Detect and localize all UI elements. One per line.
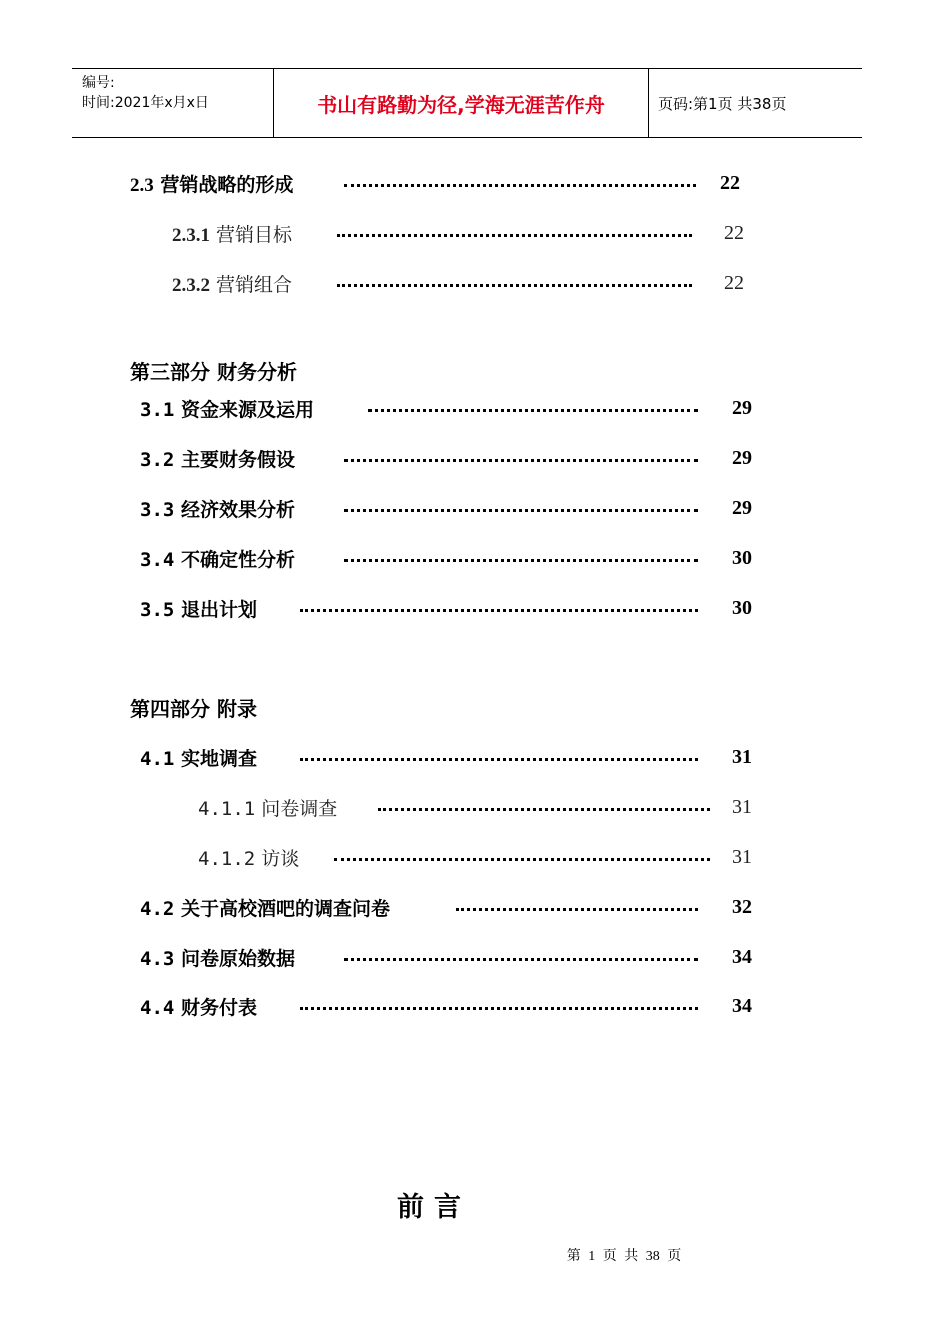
toc-entry-page: 22 [724, 222, 744, 244]
toc-entry-title: 经济效果分析 [180, 498, 295, 521]
toc-leader-dots [368, 409, 698, 412]
toc-entry-number: 3.2 [140, 448, 175, 471]
toc-entry-title: 主要财务假设 [180, 448, 295, 471]
toc-entry-page: 31 [732, 746, 752, 768]
toc-leader-dots [300, 1007, 698, 1010]
toc-leader-dots [378, 808, 710, 811]
toc-entry-title: 实地调查 [180, 747, 257, 770]
toc-entry-page: 31 [732, 796, 752, 818]
toc-leader-dots [344, 958, 698, 961]
toc-entry-page: 29 [732, 397, 752, 419]
toc-entry-number: 4.1.1 [198, 797, 256, 820]
toc-entry-number: 3.5 [140, 598, 175, 621]
toc-leader-dots [344, 184, 696, 187]
toc-entry-page: 30 [732, 597, 752, 619]
toc-leader-dots [456, 908, 698, 911]
toc-entry-title: 问卷原始数据 [180, 947, 295, 970]
toc-entry[interactable] [140, 493, 780, 523]
toc-entry-page: 34 [732, 995, 752, 1017]
foreword-heading: 前言 [397, 1192, 471, 1223]
toc-entry-page: 29 [732, 447, 752, 469]
toc-entry[interactable] [172, 268, 772, 298]
header-divider [648, 69, 649, 137]
toc-entry-page: 29 [732, 497, 752, 519]
toc-entry-title: 退出计划 [180, 598, 257, 621]
toc-entry-number: 4.1.2 [198, 847, 256, 870]
toc-leader-dots [344, 509, 698, 512]
page-footer: 第 1 页 共 38 页 [566, 1249, 682, 1264]
toc-entry-page: 32 [732, 896, 752, 918]
header-page-info: 页码:第1页 共38页 [658, 94, 787, 113]
toc-entry-title: 不确定性分析 [180, 548, 295, 571]
toc-entry[interactable] [130, 168, 770, 198]
part3-heading: 第三部分 财务分析 [130, 360, 297, 384]
toc-entry-number: 4.4 [140, 996, 175, 1019]
toc-entry-page: 34 [732, 946, 752, 968]
toc-leader-dots [300, 609, 698, 612]
toc-entry-number: 4.2 [140, 897, 175, 920]
part4-heading: 第四部分 附录 [130, 697, 257, 721]
toc-leader-dots [300, 758, 698, 761]
toc-leader-dots [344, 459, 698, 462]
toc-entry-title: 问卷调查 [261, 797, 338, 820]
toc-entry-title: 财务付表 [180, 996, 257, 1019]
toc-entry[interactable] [140, 892, 780, 922]
toc-entry-number: 4.3 [140, 947, 175, 970]
time-label: 时间:2021年x月x日 [82, 95, 209, 111]
toc-entry[interactable] [140, 443, 780, 473]
toc-entry-page: 22 [720, 172, 740, 194]
toc-entry-title: 资金来源及运用 [180, 398, 314, 421]
toc-entry-page: 30 [732, 547, 752, 569]
toc-entry-title: 营销组合 [216, 273, 293, 296]
toc-entry-number: 3.3 [140, 498, 175, 521]
page-header [72, 68, 862, 138]
toc-leader-dots [344, 559, 698, 562]
toc-entry-title: 访谈 [261, 847, 300, 870]
toc-entry[interactable] [140, 742, 780, 772]
toc-leader-dots [337, 284, 692, 287]
toc-entry[interactable] [140, 942, 780, 972]
toc-entry-title: 营销战略的形成 [160, 173, 294, 196]
serial-label: 编号: [82, 75, 115, 91]
toc-entry-number: 4.1 [140, 747, 175, 770]
toc-entry-title: 营销目标 [216, 223, 293, 246]
toc-entry-number: 2.3.2 [172, 274, 210, 296]
header-meta [82, 73, 209, 113]
toc-entry[interactable] [140, 593, 780, 623]
toc-entry[interactable] [140, 393, 780, 423]
toc-entry-page: 22 [724, 272, 744, 294]
toc-entry-number: 2.3.1 [172, 224, 210, 246]
toc-entry-page: 31 [732, 846, 752, 868]
toc-entry-number: 3.4 [140, 548, 175, 571]
toc-entry[interactable] [140, 543, 780, 573]
toc-entry[interactable] [140, 991, 780, 1021]
toc-entry-number: 3.1 [140, 398, 175, 421]
header-motto: 书山有路勤为径,学海无涯苦作舟 [317, 92, 605, 117]
toc-leader-dots [337, 234, 692, 237]
toc-entry[interactable] [198, 842, 778, 872]
toc-entry[interactable] [198, 792, 778, 822]
toc-entry[interactable] [172, 218, 772, 248]
toc-leader-dots [334, 858, 710, 861]
toc-entry-title: 关于高校酒吧的调查问卷 [180, 897, 390, 920]
toc-entry-number: 2.3 [130, 174, 154, 196]
